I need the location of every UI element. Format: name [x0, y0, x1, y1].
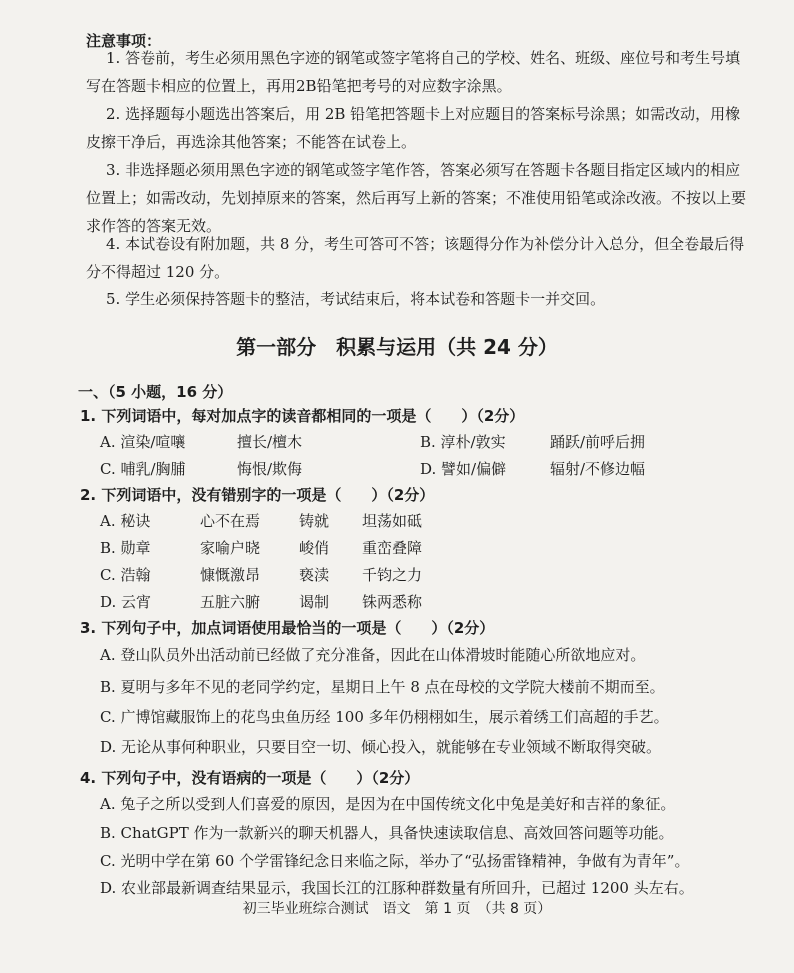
q2-d-word2: 五脏六腑 [200, 593, 261, 611]
q4-option-b: B. ChatGPT 作为一款新兴的聊天机器人，具备快速读取信息、高效回答问题等功能。 [100, 824, 674, 842]
q3-option-b: B. 夏明与多年不见的老同学约定，星期日上午 8 点在母校的文学院大楼前不期而至。 [100, 678, 665, 696]
q1-option-c-word2: 悔恨/欺侮 [237, 460, 303, 478]
q2-b-word2: 家喻户晓 [200, 539, 261, 557]
note-1: 1. 答卷前，考生必须用黑色字迹的钢笔或签字笔将自己的学校、姓名、班级、座位号和考生号填写在答题卡相应的位置上，再用2B铅笔把考号的对应数字涂黑。 [86, 49, 741, 95]
q1-option-b-word1: B. 淳朴/敦实 [420, 433, 506, 451]
q2-a-word1: A. 秘诀 [100, 512, 151, 530]
q2-c-word2: 慷慨激昂 [200, 566, 261, 584]
q2-d-word4: 铢两悉称 [362, 593, 423, 611]
note-2: 2. 选择题每小题选出答案后，用 2B 铅笔把答题卡上对应题目的答案标号涂黑；如需改动，用橡皮擦干净后，再选涂其他答案；不能答在试卷上。 [86, 105, 741, 151]
note-4: 4. 本试卷设有附加题，共 8 分，考生可答可不答；该题得分作为补偿分计入总分，但全卷最后得分不得超过 120 分。 [86, 235, 745, 281]
part-title: 第一部分 积累与运用（共 24 分） [236, 335, 558, 359]
q2-c-word1: C. 浩翰 [100, 566, 151, 584]
q2-b-word4: 重峦叠障 [362, 539, 423, 557]
notes-title: 注意事项： [86, 32, 162, 50]
note-5: 5. 学生必须保持答题卡的整洁，考试结束后，将本试卷和答题卡一并交回。 [106, 290, 606, 308]
q2-b-word3: 峻俏 [299, 539, 330, 557]
question-4-stem: 4. 下列句子中，没有语病的一项是（ ）（2分） [80, 769, 420, 787]
q2-a-word4: 坦荡如砥 [362, 512, 423, 530]
q1-option-d-word1: D. 譬如/偏僻 [420, 460, 507, 478]
note-3: 3. 非选择题必须用黑色字迹的钢笔或签字笔作答，答案必须写在答题卡各题目指定区域内的相应位置上；如需改动，先划掉原来的答案，然后再写上新的答案；不准使用铅笔或涂改液。不按以上要求作答的答案无效。 [86, 161, 747, 235]
question-2-stem: 2. 下列词语中，没有错别字的一项是（ ）（2分） [80, 486, 435, 504]
q2-c-word4: 千钧之力 [362, 566, 423, 584]
q1-option-b-word2: 踊跃/前呼后拥 [550, 433, 646, 451]
q3-option-d: D. 无论从事何种职业，只要目空一切、倾心投入，就能够在专业领域不断取得突破。 [100, 738, 662, 756]
q2-a-word3: 铸就 [299, 512, 330, 530]
q2-c-word3: 亵渎 [299, 566, 330, 584]
q1-option-a-word1: A. 渲染/喧嚷 [100, 433, 186, 451]
q1-option-a-word2: 擅长/檀木 [237, 433, 303, 451]
q2-d-word1: D. 云宵 [100, 593, 152, 611]
q3-option-a: A. 登山队员外出活动前已经做了充分准备，因此在山体滑坡时能随心所欲地应对。 [100, 646, 646, 664]
q1-option-c-word1: C. 哺乳/胸脯 [100, 460, 186, 478]
q1-option-d-word2: 辐射/不修边幅 [550, 460, 646, 478]
q2-a-word2: 心不在焉 [200, 512, 261, 530]
section-heading: 一、（5 小题，16 分） [78, 383, 233, 401]
q4-option-a: A. 兔子之所以受到人们喜爱的原因，是因为在中国传统文化中兔是美好和吉祥的象征。 [100, 795, 676, 813]
q4-option-c: C. 光明中学在第 60 个学雷锋纪念日来临之际，举办了“弘扬雷锋精神，争做有为青年”。 [100, 852, 690, 870]
q2-b-word1: B. 勋章 [100, 539, 151, 557]
q4-option-d: D. 农业部最新调查结果显示，我国长江的江豚种群数量有所回升，已超过 1200 头左右。 [100, 879, 694, 897]
q2-d-word3: 谒制 [299, 593, 330, 611]
page-footer: 初三毕业班综合测试 语文 第 1 页 （共 8 页） [242, 901, 552, 917]
question-3-stem: 3. 下列句子中，加点词语使用最恰当的一项是（ ）（2分） [80, 619, 495, 637]
q3-option-c: C. 广博馆藏服饰上的花鸟虫鱼历经 100 多年仍栩栩如生，展示着绣工们高超的手艺。 [100, 708, 669, 726]
question-1-stem: 1. 下列词语中，每对加点字的读音都相同的一项是（ ）（2分） [80, 407, 525, 425]
